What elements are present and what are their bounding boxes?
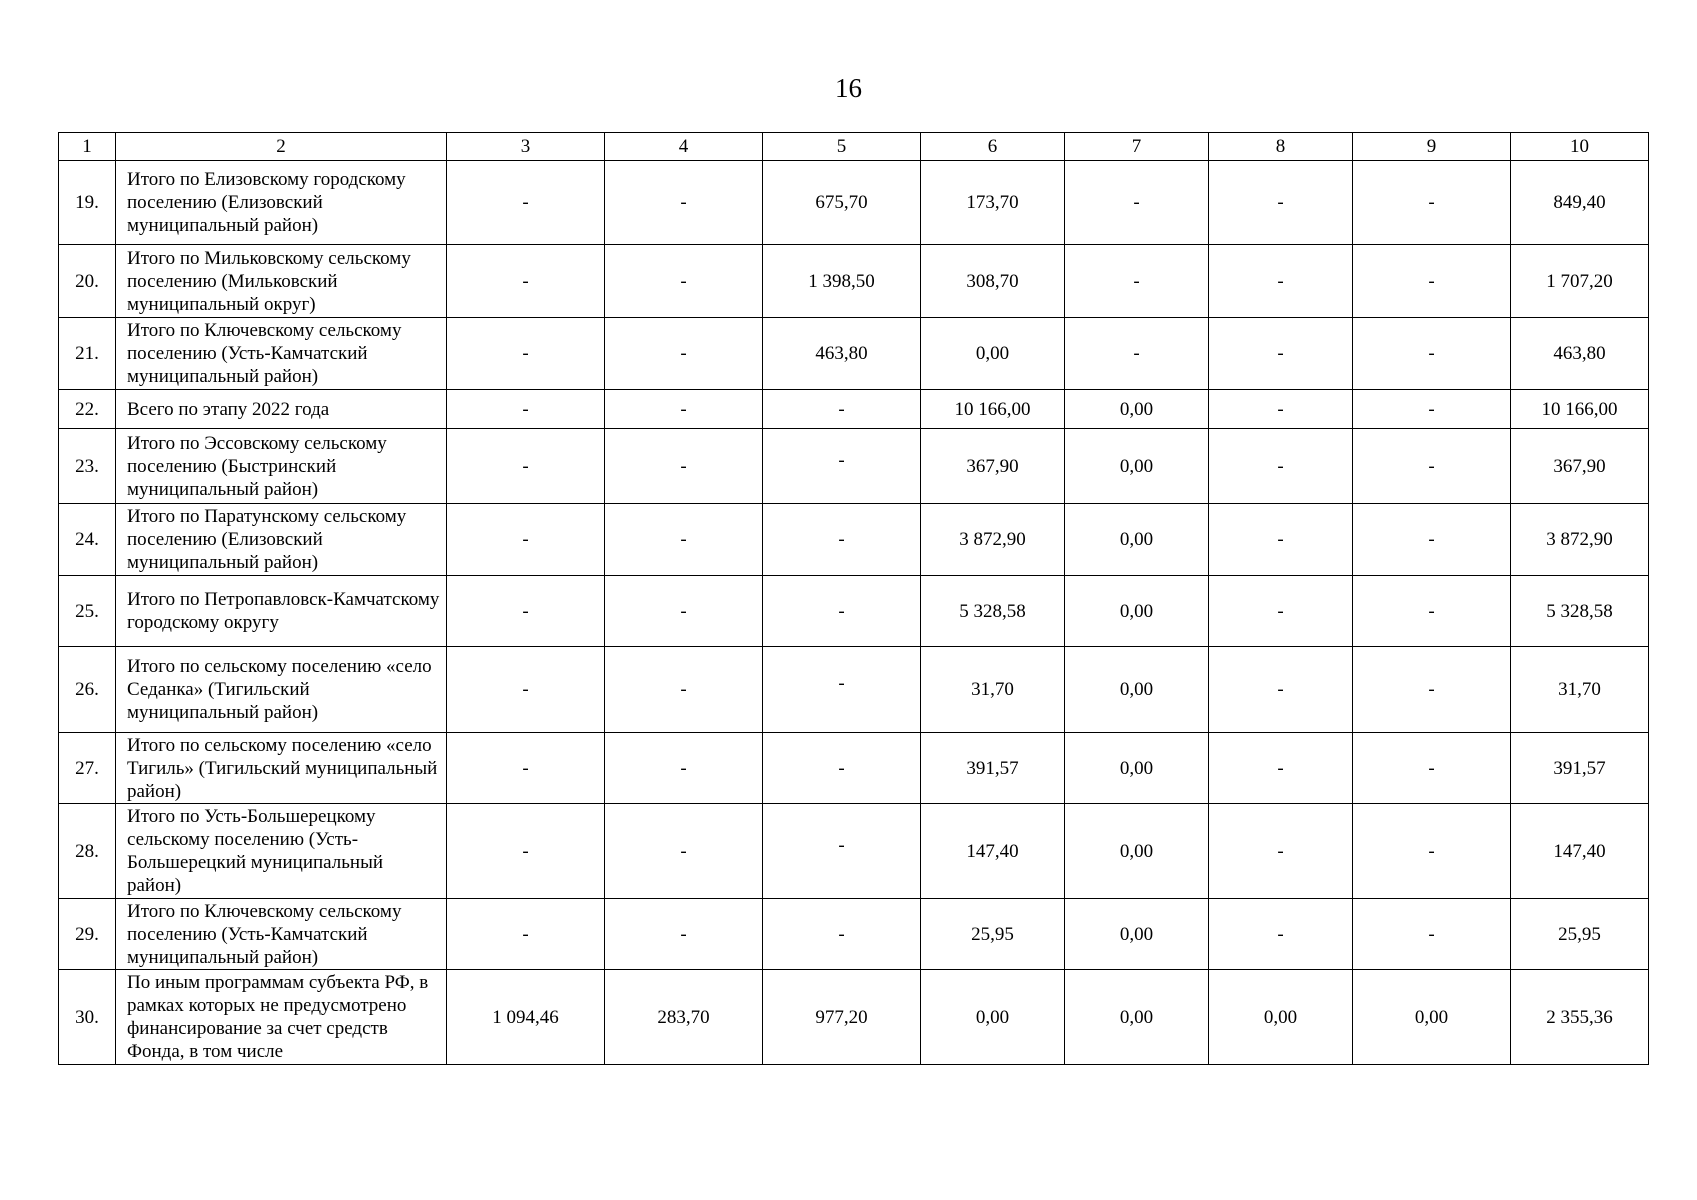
cell-col-4: - — [605, 899, 763, 970]
table-row — [59, 318, 1649, 390]
row-number: 20. — [59, 245, 116, 318]
cell-col-5: 1 398,50 — [763, 245, 921, 318]
cell-col-7: 0,00 — [1065, 390, 1209, 429]
cell-col-6: 173,70 — [921, 161, 1065, 245]
cell-col-3: - — [447, 804, 605, 899]
cell-col-8: - — [1209, 245, 1353, 318]
cell-col-8: - — [1209, 899, 1353, 970]
cell-col-3: - — [447, 899, 605, 970]
cell-col-3: - — [447, 733, 605, 804]
row-name: Итого по сельскому поселению «село Тигиль» (Тигильский муниципальный район) — [116, 733, 447, 804]
column-header: 6 — [921, 133, 1065, 161]
cell-col-3: - — [447, 504, 605, 576]
table-row — [59, 647, 1649, 733]
cell-col-7: 0,00 — [1065, 576, 1209, 647]
table-row — [59, 733, 1649, 804]
row-name: Итого по Мильковскому сельскому поселению (Мильковский муниципальный округ) — [116, 245, 447, 318]
row-name: Итого по Елизовскому городскому поселению (Елизовский муниципальный район) — [116, 161, 447, 245]
cell-col-6: 367,90 — [921, 429, 1065, 504]
cell-col-4: - — [605, 429, 763, 504]
cell-col-7: 0,00 — [1065, 804, 1209, 899]
cell-col-8: - — [1209, 429, 1353, 504]
cell-col-9: - — [1353, 804, 1511, 899]
row-number: 23. — [59, 429, 116, 504]
row-name: Итого по Петропавловск-Камчатскому городскому округу — [116, 576, 447, 647]
row-name: Итого по Паратунскому сельскому поселению (Елизовский муниципальный район) — [116, 504, 447, 576]
cell-col-6: 0,00 — [921, 970, 1065, 1065]
row-number: 29. — [59, 899, 116, 970]
cell-col-8: 0,00 — [1209, 970, 1353, 1065]
cell-col-6: 3 872,90 — [921, 504, 1065, 576]
cell-col-7: - — [1065, 161, 1209, 245]
row-number: 21. — [59, 318, 116, 390]
cell-col-10: 10 166,00 — [1511, 390, 1649, 429]
cell-col-5-text: - — [838, 673, 845, 694]
cell-col-4: - — [605, 804, 763, 899]
cell-col-6: 308,70 — [921, 245, 1065, 318]
cell-col-8: - — [1209, 733, 1353, 804]
cell-col-5 — [763, 429, 921, 504]
cell-col-10: 2 355,36 — [1511, 970, 1649, 1065]
row-name: Итого по Эссовскому сельскому поселению (Быстринский муниципальный район) — [116, 429, 447, 504]
cell-col-6: 391,57 — [921, 733, 1065, 804]
table-row — [59, 161, 1649, 245]
cell-col-5: - — [763, 576, 921, 647]
cell-col-6: 0,00 — [921, 318, 1065, 390]
cell-col-7: 0,00 — [1065, 970, 1209, 1065]
cell-col-3: - — [447, 429, 605, 504]
cell-col-7: 0,00 — [1065, 429, 1209, 504]
cell-col-5: - — [763, 733, 921, 804]
cell-col-4: - — [605, 318, 763, 390]
cell-col-10: 367,90 — [1511, 429, 1649, 504]
cell-col-3: - — [447, 318, 605, 390]
cell-col-8: - — [1209, 576, 1353, 647]
cell-col-6: 25,95 — [921, 899, 1065, 970]
cell-col-6: 31,70 — [921, 647, 1065, 733]
cell-col-10: 31,70 — [1511, 647, 1649, 733]
column-header: 7 — [1065, 133, 1209, 161]
cell-col-5: 977,20 — [763, 970, 921, 1065]
row-number: 27. — [59, 733, 116, 804]
cell-col-5: - — [763, 504, 921, 576]
cell-col-7: - — [1065, 318, 1209, 390]
cell-col-10: 1 707,20 — [1511, 245, 1649, 318]
cell-col-6: 10 166,00 — [921, 390, 1065, 429]
cell-col-8: - — [1209, 647, 1353, 733]
cell-col-8: - — [1209, 161, 1353, 245]
row-number: 24. — [59, 504, 116, 576]
cell-col-7: 0,00 — [1065, 647, 1209, 733]
column-header: 10 — [1511, 133, 1649, 161]
cell-col-4: 283,70 — [605, 970, 763, 1065]
cell-col-9: - — [1353, 318, 1511, 390]
cell-col-10: 849,40 — [1511, 161, 1649, 245]
cell-col-4: - — [605, 733, 763, 804]
column-header: 1 — [59, 133, 116, 161]
cell-col-8: - — [1209, 504, 1353, 576]
cell-col-5-text: - — [838, 834, 845, 856]
cell-col-9: - — [1353, 576, 1511, 647]
column-header: 4 — [605, 133, 763, 161]
data-table — [58, 132, 1649, 1065]
cell-col-7: 0,00 — [1065, 733, 1209, 804]
cell-col-3: - — [447, 245, 605, 318]
row-number: 19. — [59, 161, 116, 245]
cell-col-9: - — [1353, 733, 1511, 804]
table-row — [59, 390, 1649, 429]
cell-col-8: - — [1209, 804, 1353, 899]
row-name: Итого по Ключевскому сельскому поселению (Усть-Камчатский муниципальный район) — [116, 899, 447, 970]
cell-col-5 — [763, 647, 921, 733]
cell-col-8: - — [1209, 390, 1353, 429]
cell-col-4: - — [605, 504, 763, 576]
cell-col-5-text: - — [838, 449, 845, 471]
column-header: 8 — [1209, 133, 1353, 161]
cell-col-9: - — [1353, 161, 1511, 245]
cell-col-9: - — [1353, 647, 1511, 733]
cell-col-4: - — [605, 576, 763, 647]
table-row — [59, 804, 1649, 899]
cell-col-6: 147,40 — [921, 804, 1065, 899]
table-header-row — [59, 133, 1649, 161]
column-header: 3 — [447, 133, 605, 161]
table-row — [59, 970, 1649, 1065]
cell-col-5: - — [763, 390, 921, 429]
cell-col-3: 1 094,46 — [447, 970, 605, 1065]
cell-col-10: 3 872,90 — [1511, 504, 1649, 576]
cell-col-4: - — [605, 647, 763, 733]
cell-col-3: - — [447, 647, 605, 733]
cell-col-9: - — [1353, 899, 1511, 970]
cell-col-3: - — [447, 390, 605, 429]
cell-col-9: - — [1353, 504, 1511, 576]
cell-col-3: - — [447, 161, 605, 245]
cell-col-9: - — [1353, 245, 1511, 318]
cell-col-5: 675,70 — [763, 161, 921, 245]
cell-col-7: - — [1065, 245, 1209, 318]
row-name: Итого по Усть-Большерецкому сельскому поселению (Усть-Большерецкий муниципальный район) — [116, 804, 447, 899]
cell-col-10: 391,57 — [1511, 733, 1649, 804]
row-number: 22. — [59, 390, 116, 429]
cell-col-8: - — [1209, 318, 1353, 390]
cell-col-9: - — [1353, 429, 1511, 504]
cell-col-3: - — [447, 576, 605, 647]
cell-col-4: - — [605, 390, 763, 429]
row-name: По иным программам субъекта РФ, в рамках которых не предусмотрено финансирование за счет средств Фонда, в том числе — [116, 970, 447, 1065]
row-number: 26. — [59, 647, 116, 733]
cell-col-7: 0,00 — [1065, 899, 1209, 970]
cell-col-6: 5 328,58 — [921, 576, 1065, 647]
row-name: Итого по сельскому поселению «село Седанка» (Тигильский муниципальный район) — [116, 647, 447, 733]
column-header: 5 — [763, 133, 921, 161]
cell-col-4: - — [605, 245, 763, 318]
table-row — [59, 899, 1649, 970]
table-row — [59, 429, 1649, 504]
cell-col-7: 0,00 — [1065, 504, 1209, 576]
column-header: 9 — [1353, 133, 1511, 161]
table-row — [59, 245, 1649, 318]
table-row — [59, 576, 1649, 647]
cell-col-10: 25,95 — [1511, 899, 1649, 970]
cell-col-5: - — [763, 899, 921, 970]
table-row — [59, 504, 1649, 576]
row-name: Всего по этапу 2022 года — [116, 390, 447, 429]
column-header: 2 — [116, 133, 447, 161]
cell-col-5 — [763, 804, 921, 899]
cell-col-9: 0,00 — [1353, 970, 1511, 1065]
cell-col-10: 5 328,58 — [1511, 576, 1649, 647]
row-number: 28. — [59, 804, 116, 899]
row-name: Итого по Ключевскому сельскому поселению (Усть-Камчатский муниципальный район) — [116, 318, 447, 390]
cell-col-4: - — [605, 161, 763, 245]
cell-col-5: 463,80 — [763, 318, 921, 390]
row-number: 25. — [59, 576, 116, 647]
cell-col-10: 147,40 — [1511, 804, 1649, 899]
cell-col-10: 463,80 — [1511, 318, 1649, 390]
cell-col-9: - — [1353, 390, 1511, 429]
row-number: 30. — [59, 970, 116, 1065]
page-number: 16 — [835, 73, 862, 103]
